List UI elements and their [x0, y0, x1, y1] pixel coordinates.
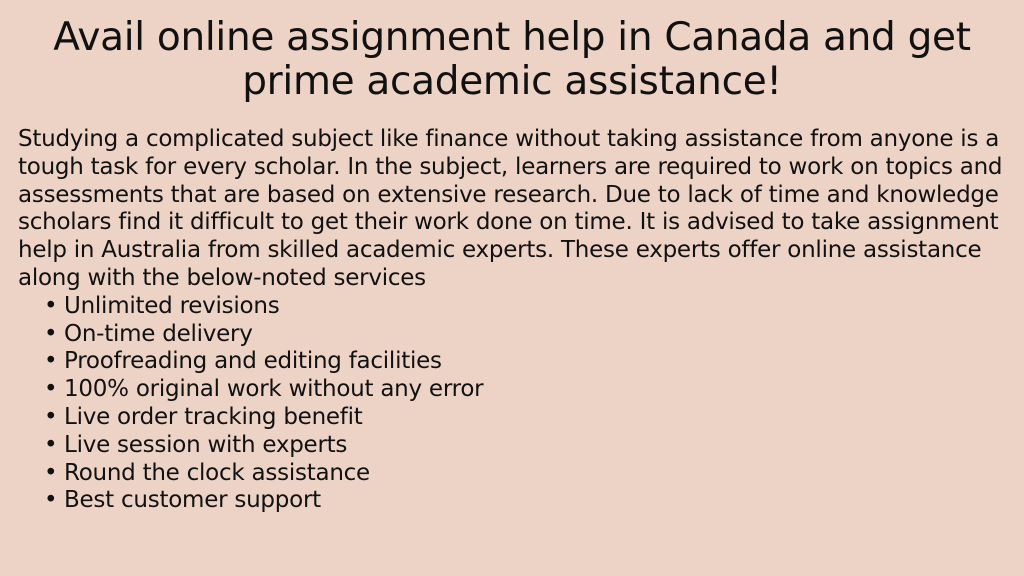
list-item [44, 376, 1006, 404]
list-item [44, 432, 1006, 460]
bullet-icon: • [44, 459, 58, 486]
bullet-icon: • [44, 431, 58, 458]
bullet-icon: • [44, 292, 58, 319]
intro-paragraph: Studying a complicated subject like finance without taking assistance from anyone is a tough task for every scholar. In the subject, learners are required to work on topics and assessments that are based on extensive research. Due to lack of time and knowledge scholars find it difficult to get their work done on time. It is advised to take assignment help in Australia from skilled academic experts. These experts offer online assistance along with the below-noted services [18, 126, 1003, 291]
list-item [44, 460, 1006, 488]
list-item [44, 321, 1006, 349]
service-label: On-time delivery [64, 320, 253, 347]
bullet-icon: • [44, 376, 58, 403]
service-label: Live order tracking benefit [64, 403, 363, 430]
bullet-icon: • [44, 403, 58, 430]
services-list [18, 293, 1006, 515]
service-label: Live session with experts [64, 431, 348, 458]
service-label: Unlimited revisions [64, 292, 280, 319]
bullet-icon: • [44, 348, 58, 375]
list-item [44, 487, 1006, 515]
slide-title: Avail online assignment help in Canada and get prime academic assistance! [53, 15, 971, 104]
service-label: Proofreading and editing facilities [64, 348, 442, 375]
bullet-icon: • [44, 320, 58, 347]
list-item [44, 293, 1006, 321]
list-item [44, 348, 1006, 376]
service-label: Best customer support [64, 487, 321, 514]
list-item [44, 404, 1006, 432]
service-label: Round the clock assistance [64, 459, 370, 486]
bullet-icon: • [44, 487, 58, 514]
service-label: 100% original work without any error [64, 376, 484, 403]
